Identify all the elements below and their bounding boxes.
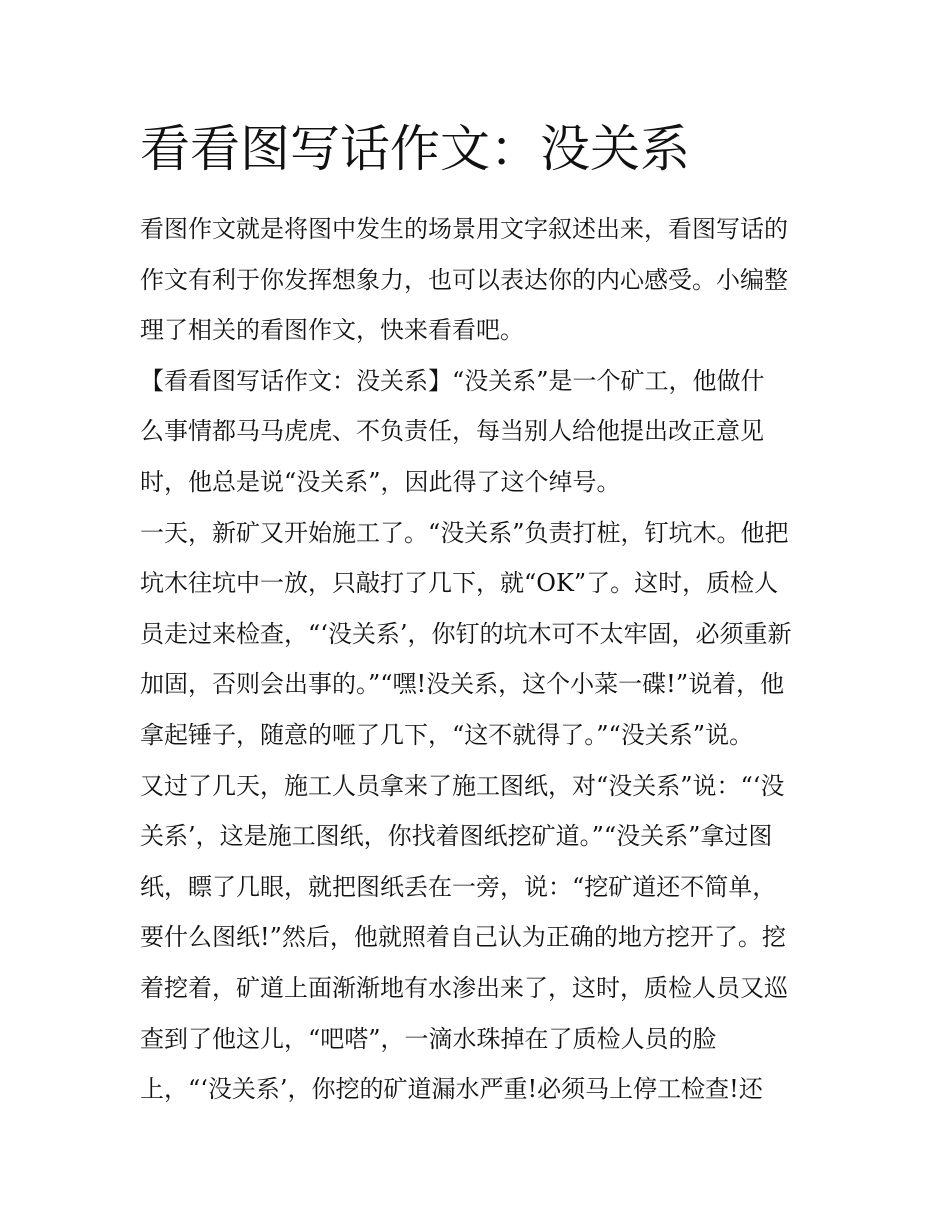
- text-line: 看图作文就是将图中发生的场景用文字叙述出来，看图写话的: [140, 215, 788, 243]
- text-line: 关系’，这是施工图纸，你找着图纸挖矿道。”“没关系”拿过图: [140, 822, 773, 851]
- text-line: 么事情都马马虎虎、不负责任，每当别人给他提出改正意见: [140, 417, 764, 446]
- text-line: 作文有利于你发挥想象力，也可以表达你的内心感受。小编整: [140, 265, 788, 294]
- text-line: 查到了他这儿，“吧嗒”，一滴水珠掉在了质检人员的脸: [140, 1024, 717, 1053]
- page-title: 看看图写话作文：没关系: [140, 120, 690, 178]
- text-line: 理了相关的看图作文，快来看看吧。: [140, 316, 524, 345]
- text-line: 时，他总是说“没关系”，因此得了这个绰号。: [140, 467, 621, 496]
- text-line: 一天，新矿又开始施工了。“没关系”负责打桩，钉坑木。他把: [140, 518, 789, 547]
- text-line: 拿起锤子，随意的咂了几下，“这不就得了。”“没关系”说。: [140, 720, 754, 749]
- text-line: 纸，瞟了几眼，就把图纸丢在一旁，说：“挖矿道还不简单，: [140, 872, 777, 901]
- text-line: 着挖着，矿道上面渐渐地有水渗出来了，这时，质检人员又巡: [140, 973, 788, 1002]
- body-text: [140, 204, 820, 1115]
- text-line: 要什么图纸!”然后，他就照着自己认为正确的地方挖开了。挖: [140, 923, 786, 952]
- text-line: 上，“‘没关系’，你挖的矿道漏水严重!必须马上停工检查!还: [140, 1075, 763, 1104]
- text-line: 员走过来检查，“‘没关系’，你钉的坑木可不太牢固，必须重新: [140, 619, 792, 648]
- text-line: 加固，否则会出事的。”“嘿!没关系，这个小菜一碟!”说着，他: [140, 670, 785, 699]
- text-line: 坑木往坑中一放，只敲打了几下，就“OK”了。这时，质检人: [140, 569, 779, 598]
- text-line: 【看看图写话作文：没关系】“没关系”是一个矿工，他做什: [140, 366, 765, 395]
- document-content: [140, 118, 820, 1115]
- text-line: 又过了几天，施工人员拿来了施工图纸，对“没关系”说：“‘没: [140, 771, 785, 800]
